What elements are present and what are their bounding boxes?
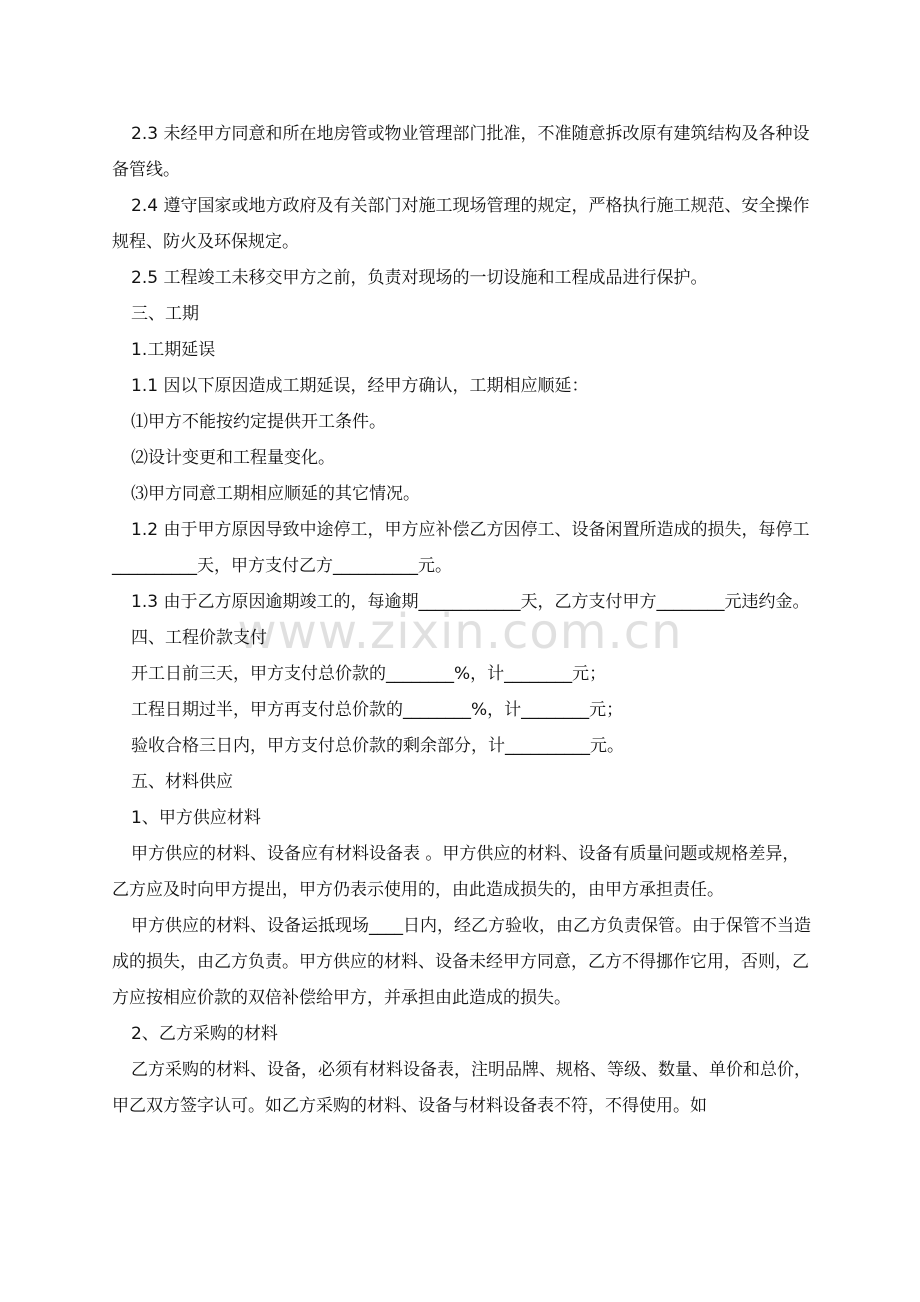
materials-paragraph-2: 甲方供应的材料、设备运抵现场____日内，经乙方验收，由乙方负责保管。由于保管不当造成的损失，由乙方负责。甲方供应的材料、设备未经甲方同意，乙方不得挪作它用，否则，乙方应按相应价款的双倍补偿给甲方，并承担由此造成的损失。 — [112, 916, 811, 1008]
watermark: www.zixin.com.cn — [237, 604, 683, 660]
list-item-1: ⑴甲方不能按约定提供开工条件。 — [131, 412, 386, 432]
clause-2-4: 2.4 遵守国家或地方政府及有关部门对施工现场管理的规定，严格执行施工规范、安全操作规程、防火及环保规定。 — [112, 196, 810, 252]
document-body — [112, 116, 812, 1124]
materials-paragraph-1: 甲方供应的材料、设备应有材料设备表 。甲方供应的材料、设备有质量问题或规格差异，乙方应及时向甲方提出，甲方仍表示使用的，由此造成损失的，由甲方承担责任。 — [112, 844, 800, 900]
subheading-delay: 1.工期延误 — [131, 340, 216, 360]
clause-2-5: 2.5 工程竣工未移交甲方之前，负责对现场的一切设施和工程成品进行保护。 — [131, 268, 708, 288]
section-heading-payment: 四、工程价款支付 — [131, 628, 267, 648]
clause-1-3: 1.3 由于乙方原因逾期竣工的，每逾期____________天，乙方支付甲方________元违约金。 — [131, 592, 810, 612]
materials-paragraph-3: 乙方采购的材料、设备，必须有材料设备表，注明品牌、规格、等级、数量、单价和总价，甲乙双方签字认可。如乙方采购的材料、设备与材料设备表不符，不得使用。如 — [112, 1060, 811, 1116]
list-item-3: ⑶甲方同意工期相应顺延的其它情况。 — [131, 484, 420, 504]
section-heading-schedule: 三、工期 — [131, 304, 199, 324]
subheading-party-a-materials: 1、甲方供应材料 — [131, 808, 261, 828]
clause-2-3: 2.3 未经甲方同意和所在地房管或物业管理部门批准，不准随意拆改原有建筑结构及各种设备管线。 — [112, 124, 810, 180]
subheading-party-b-materials: 2、乙方采购的材料 — [131, 1024, 278, 1044]
clause-1-2: 1.2 由于甲方原因导致中途停工，甲方应补偿乙方因停工、设备闲置所造成的损失，每停工__________天，甲方支付乙方__________元。 — [112, 520, 810, 576]
payment-line-2: 工程日期过半，甲方再支付总价款的________%，计________元； — [131, 700, 624, 720]
list-item-2: ⑵设计变更和工程量变化。 — [131, 448, 335, 468]
payment-line-1: 开工日前三天，甲方支付总价款的________%，计________元； — [131, 664, 607, 684]
payment-line-3: 验收合格三日内，甲方支付总价款的剩余部分，计__________元。 — [131, 736, 624, 756]
clause-1-1: 1.1 因以下原因造成工期延误，经甲方确认，工期相应顺延： — [131, 376, 589, 396]
section-heading-materials: 五、材料供应 — [131, 772, 233, 792]
